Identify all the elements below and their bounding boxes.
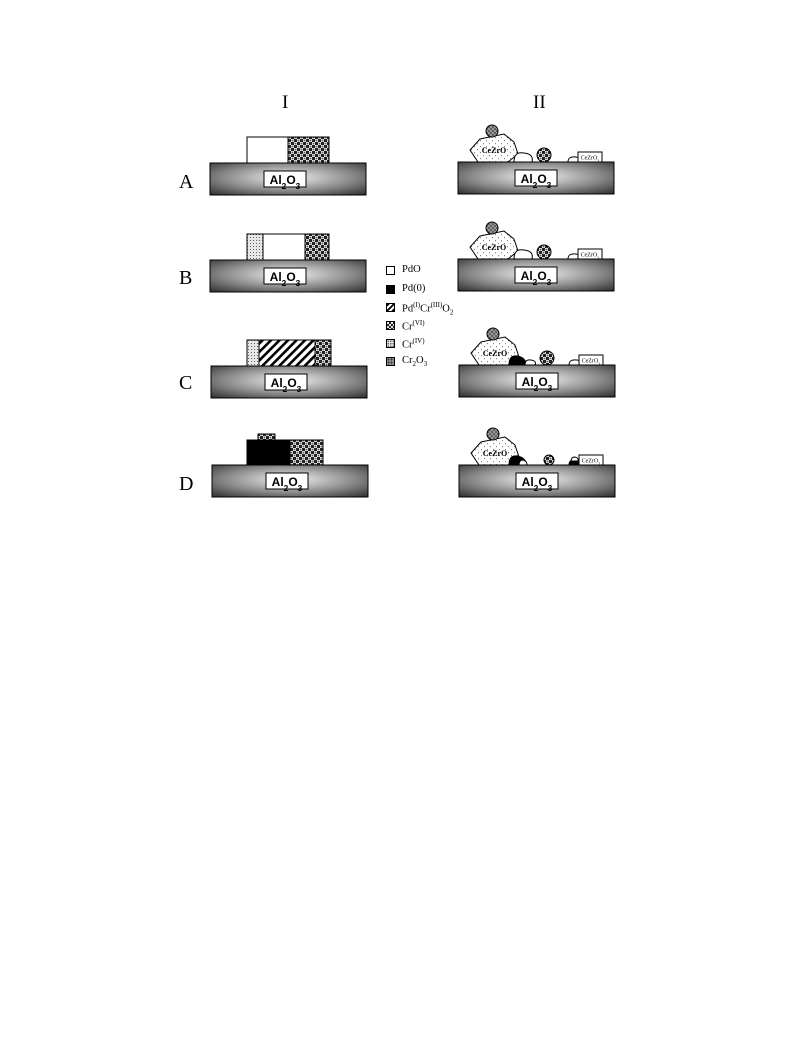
pdo-particle [514,153,532,162]
cr6-particle [537,148,551,162]
pdo-particle [571,457,578,461]
cezro-label: CeZrO [481,243,507,252]
cr6-swatch [386,321,395,330]
legend-label-cr2o3: $Cr_2O_3$ [402,355,428,369]
support-label: $Al_2O_3$ [521,375,553,393]
panel-ii-d [459,427,619,499]
panel-ii-c [459,327,619,399]
pd0-layer [247,440,290,465]
panel-i-d [212,433,372,499]
support-label: $Al_2O_3$ [520,269,552,287]
panel-i-c [211,339,371,399]
row-label-c: C [179,372,193,394]
cezro-label: CeZrO [482,449,508,458]
cr6-particle [537,245,551,259]
cezro-label: CeZrO [481,146,507,155]
cr2o3-swatch [386,357,395,366]
cezro2-label: CeZrO$_2$ [580,155,600,163]
cr2o3-particle [486,222,498,234]
cr2o3-particle [487,328,499,340]
cr6-layer [315,340,331,366]
cezro2-label: CeZrO$_2$ [581,458,601,466]
pdcr-swatch [386,303,395,312]
panel-ii-b [458,221,618,293]
cezro2-label: CeZrO$_2$ [580,252,600,260]
pdcr-layer [259,340,315,366]
support-label: $Al_2O_3$ [521,475,553,493]
cr4-swatch [386,339,395,348]
row-label-a: A [179,171,194,193]
support-label: $Al_2O_3$ [271,475,303,493]
column-label-ii: II [533,92,546,113]
cr6-layer [288,137,329,163]
support-label: $Al_2O_3$ [269,270,301,288]
pdo-layer [263,234,305,260]
pdo-layer [247,137,288,163]
cr6-particle [544,455,554,465]
cezro-label: CeZrO [482,349,508,358]
support-label: $Al_2O_3$ [269,173,301,191]
cr2o3-particle [487,428,499,440]
cezro2-label: CeZrO$_2$ [581,358,601,366]
support-label: $Al_2O_3$ [520,172,552,190]
column-label-i: I [282,92,289,113]
pdo-particle [525,360,536,365]
legend-label-pdcr: $Pd^{(I)}Cr^{(III)}O_2$ [402,301,454,317]
pdo-particle [514,250,532,259]
pd0-swatch [386,285,395,294]
row-label-d: D [179,473,194,495]
cr2o3-particle [486,125,498,137]
panel-ii-a [458,124,618,196]
legend-label-pd0: Pd(0) [402,283,426,294]
cr4-layer [247,340,259,366]
pdo-swatch [386,266,395,275]
legend-label-pdo: PdO [402,264,421,275]
panel-i-a [210,136,370,196]
pd0-particle [509,356,527,365]
cr4-layer [247,234,263,260]
cr6-layer [305,234,329,260]
support-label: $Al_2O_3$ [270,376,302,394]
row-label-b: B [179,267,193,289]
legend-label-cr4: $Cr^{(IV)}$ [402,337,425,351]
legend-label-cr6: $Cr^{(VI)}$ [402,319,425,333]
cr6-particle [540,351,554,365]
panel-i-b [210,233,370,293]
cr6-layer [290,440,323,465]
